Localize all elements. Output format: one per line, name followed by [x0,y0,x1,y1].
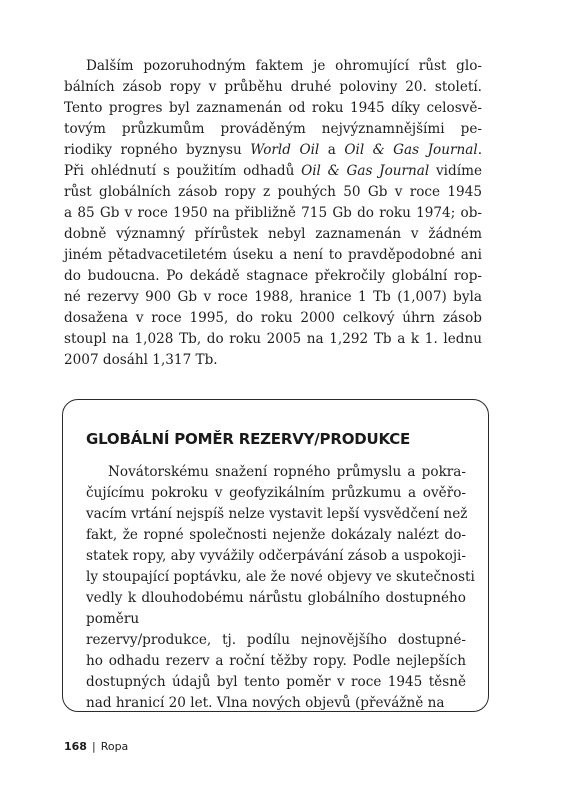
text-line: ho odhadu rezerv a roční těžby ropy. Podle nejlepších [86,653,466,669]
text-line: Novátorskému snažení ropného průmyslu a pokra- [108,464,466,480]
text-fragment: riodiky ropného byznysu [64,142,251,158]
page-footer [64,740,128,753]
text-line: 2007 dosáhl 1,317 Tb. [64,352,218,368]
text-line: ly stoupající poptávku, ale že nové objevy ve skutečnosti [86,569,475,585]
journal-oil-gas: Oil & Gas Journal [301,163,430,179]
text-line: stoupl na 1,028 Tb, do roku 2005 na 1,292 Tb a k 1. lednu [64,331,482,347]
text-line: dosažena v roce 1995, do roku 2000 celkový úhrn zásob [64,310,482,326]
journal-oil-gas: Oil & Gas Journal [344,142,478,158]
box-title: GLOBÁLNÍ POMĚR REZERVY/PRODUKCE [86,430,411,448]
box-paragraph [86,462,475,712]
text-line: vacím vrtání nejspíš nelze vystavit lepší vysvědčení než [86,506,468,522]
text-line [64,163,482,179]
text-fragment: vidíme [429,163,482,179]
text-line: do budoucna. Po dekádě stagnace překročily globální rop- [64,268,482,284]
text-line: čujícímu pokroku v geofyzikálním průzkumu a ověřo- [86,485,466,501]
journal-world-oil: World Oil [250,142,320,158]
text-line: Tento progres byl zaznamenán od roku 1945 díky celosvě- [64,100,482,116]
text-line: né rezervy 900 Gb v roce 1988, hranice 1 Tb (1,007) byla [64,289,482,305]
text-line: vedly k dlouhodobému nárůstu globálního dostupného poměru [86,590,466,627]
page-number: 168 [64,740,87,753]
text-fragment: . [477,142,483,158]
text-line: fakt, že ropné společnosti nejenže dokázaly nalézt do- [86,527,466,543]
text-line: jiném pětadvacetiletém úseku a není to pravděpodobné ani [64,247,482,263]
text-line: statek ropy, aby vyvážily odčerpávání zásob a uspokoji- [86,548,466,564]
text-fragment: a [319,142,345,158]
text-fragment: Při ohlédnutí s použitím odhadů [64,163,302,179]
text-line [64,142,482,158]
text-line: a 85 Gb v roce 1950 na přibližně 715 Gb do roku 1974; ob- [64,205,482,221]
text-line: tovým průzkumům prováděným nejvýznamnějšími pe- [64,121,482,137]
text-line: dobně významný přírůstek nebyl zaznamenán v žádném [64,226,482,242]
text-line: dostupných údajů byl tento poměr v roce 1945 těsně [86,674,466,690]
text-line: Dalším pozoruhodným faktem je ohromující růst glo- [86,58,482,74]
sidebar-box [62,399,489,712]
text-line: rezervy/produkce, tj. podílu nejnovějšího dostupné- [86,632,466,648]
text-line: bálních zásob ropy v průběhu druhé poloviny 20. století. [64,79,482,95]
main-paragraph [64,56,482,371]
footer-separator: | [91,740,96,753]
text-line: růst globálních zásob ropy z pouhých 50 Gb v roce 1945 [64,184,482,200]
section-name: Ropa [100,740,129,753]
text-line: nad hranicí 20 let. Vlna nových objevů (převážně na [86,695,445,711]
